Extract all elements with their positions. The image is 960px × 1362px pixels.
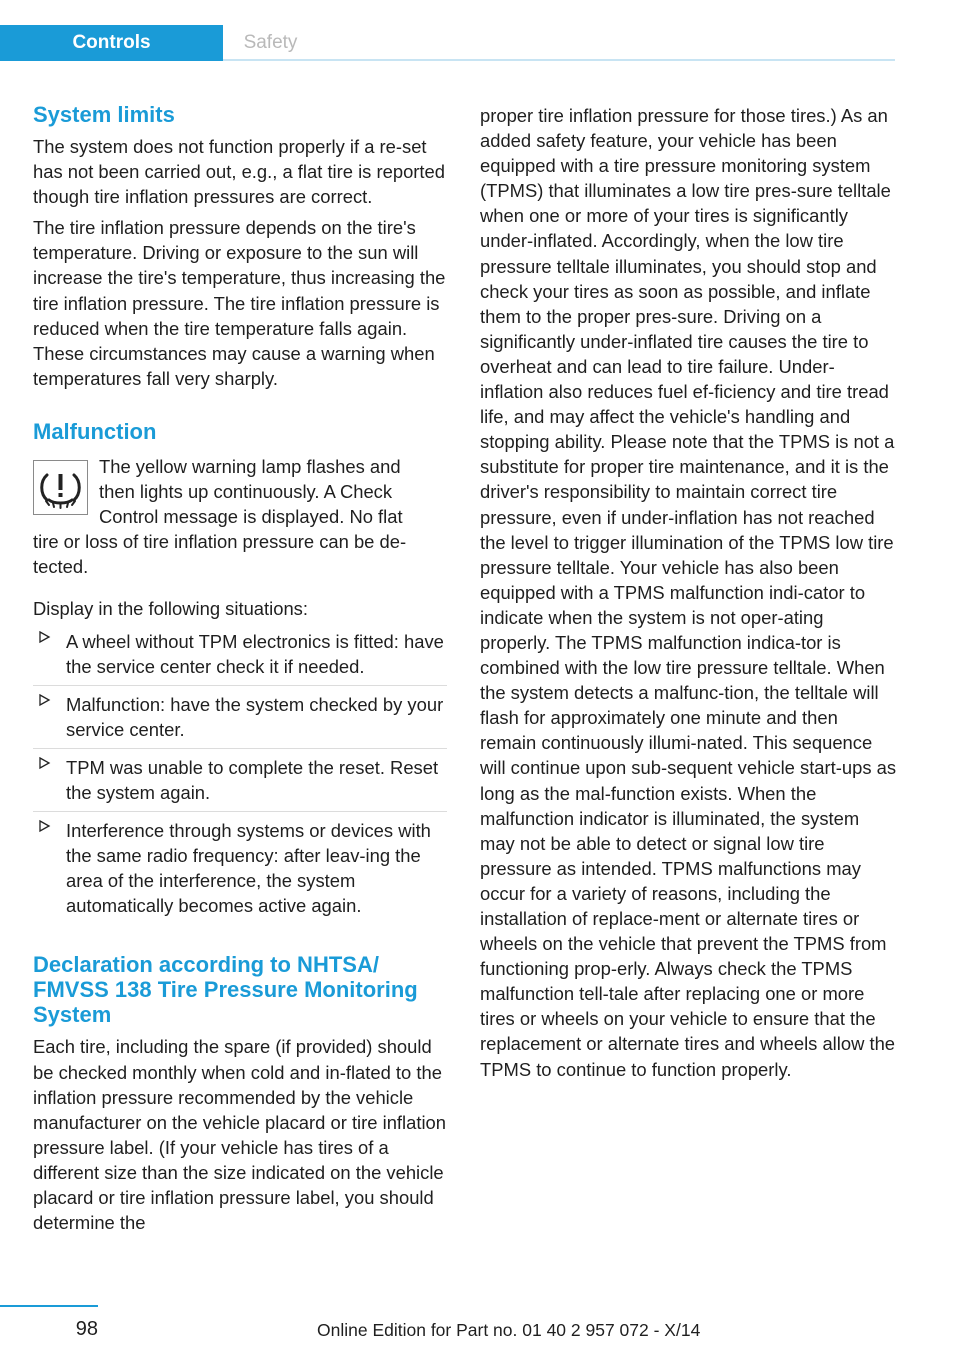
list-item-text: TPM was unable to complete the reset. Reset the system again. — [66, 756, 439, 803]
tire-pressure-warning-icon — [33, 460, 88, 515]
tab-controls-label: Controls — [72, 32, 151, 53]
malfunction-line-3: Control message is displayed. No flat — [99, 506, 403, 528]
system-limits-paragraph-2: The tire inflation pressure depends on the tire's temperature. Driving or exposure to the sun will increase the tire's temperature, thus increasing the tire inflation pressure. The tire inflation pressure is reduced when the tire temperature falls again. These circumstances may cause a warning when temperatures fall very sharply. — [33, 217, 446, 389]
list-item — [33, 686, 447, 749]
triangle-bullet-icon — [36, 755, 52, 771]
tpms-paragraph: proper tire inflation pressure for those tires.) As an added safety feature, your vehicle has been equipped with a tire pressure monitoring system (TPMS) that illuminates a low tire pres‐sure telltale when one or more of your tires is significantly under-inflated. Accordingly, when the low tire pressure telltale illuminates, you should stop and check your tires as soon as possible, and inflate them to the proper pres‐sure. Driving on a significantly under-inflated tire causes the tire to overheat and can lead to tire failure. Under-inflation also reduces fuel ef‐ficiency and tire tread life, and may affect the vehicle's handling and stopping ability. Please note that the TPMS is not a substitute for proper tire maintenance, and it is the driver's responsibility to maintain correct tire pressure, even if under-inflation has not reached the level to trigger illumination of the TPMS low tire pressure telltale. Your vehicle has also been equipped with a TPMS malfunction indi‐cator to indicate when the system is not oper‐ating properly. The TPMS malfunction indica‐tor is combined with the low tire pressure telltale. When the system detects a malfunc‐tion, the telltale will flash for approximately one minute and then remain continuously illumi‐nated. This sequence will continue upon sub‐sequent vehicle start-ups as long as the mal‐function exists. When the malfunction indicator is illuminated, the system may not be able to detect or signal low tire pressure as intended. TPMS malfunctions may occur for a variety of reasons, including the installation of replace‐ment or alternate tires or wheels on the vehicle that prevent the TPMS from functioning prop‐erly. Always check the TPMS malfunction tell‐tale after replacing one or more tires or wheels on your vehicle to ensure that the replacement or alternate tires and wheels allow the TPMS to continue to function properly. — [480, 105, 897, 1080]
tab-controls[interactable] — [0, 25, 223, 61]
malfunction-line-1: The yellow warning lamp flashes and — [99, 455, 401, 477]
system-limits-heading: System limits — [33, 102, 175, 127]
tab-safety-label: Safety — [243, 32, 298, 53]
list-item-text: Interference through systems or devices with the same radio frequency: after leav‐ing the area of the interference, the system automatically becomes active again. — [66, 820, 431, 917]
list-item-text: Malfunction: have the system checked by your service center. — [66, 693, 444, 740]
triangle-bullet-icon — [36, 818, 52, 834]
declaration-heading: Declaration according to NHTSA/ FMVSS 138 Tire Pressure Monitoring System — [33, 952, 418, 1028]
right-column — [480, 103, 898, 1082]
list-item-text: A wheel without TPM electronics is fitted: have the service center check it if needed. — [66, 630, 444, 677]
edition-note: Online Edition for Part no. 01 40 2 957 072 - X/14 — [317, 1320, 701, 1340]
page-number: 98 — [75, 1318, 98, 1340]
display-situations-intro: Display in the following situations: — [33, 598, 308, 620]
footer-rule — [0, 1305, 98, 1307]
left-column — [33, 102, 447, 1235]
list-item — [33, 749, 447, 812]
malfunction-heading: Malfunction — [33, 418, 157, 444]
declaration-paragraph: Each tire, including the spare (if provided) should be checked monthly when cold and in‐flated to the inflation pressure recommended by the vehicle manufacturer on the vehicle placard or tire inflation pressure label. (If your vehicle has tires of a different size than the size indicated on the vehicle placard or tire inflation pressure label, you should determine the — [33, 1036, 446, 1234]
situations-list — [33, 629, 447, 925]
header-rule — [223, 59, 895, 61]
malfunction-warning-block — [33, 454, 447, 579]
malfunction-line-2: then lights up continuously. A Check — [99, 481, 393, 503]
triangle-bullet-icon — [36, 629, 52, 645]
list-item — [33, 629, 447, 686]
system-limits-paragraph-1: The system does not function properly if a re‐set has not been carried out, e.g., a flat tire is reported though tire inflation pressures are correct. — [33, 136, 445, 208]
triangle-bullet-icon — [36, 692, 52, 708]
list-item — [33, 812, 447, 924]
tab-safety[interactable] — [223, 25, 318, 61]
malfunction-line-rest: tire or loss of tire inflation pressure can be de‐tected. — [33, 531, 407, 578]
